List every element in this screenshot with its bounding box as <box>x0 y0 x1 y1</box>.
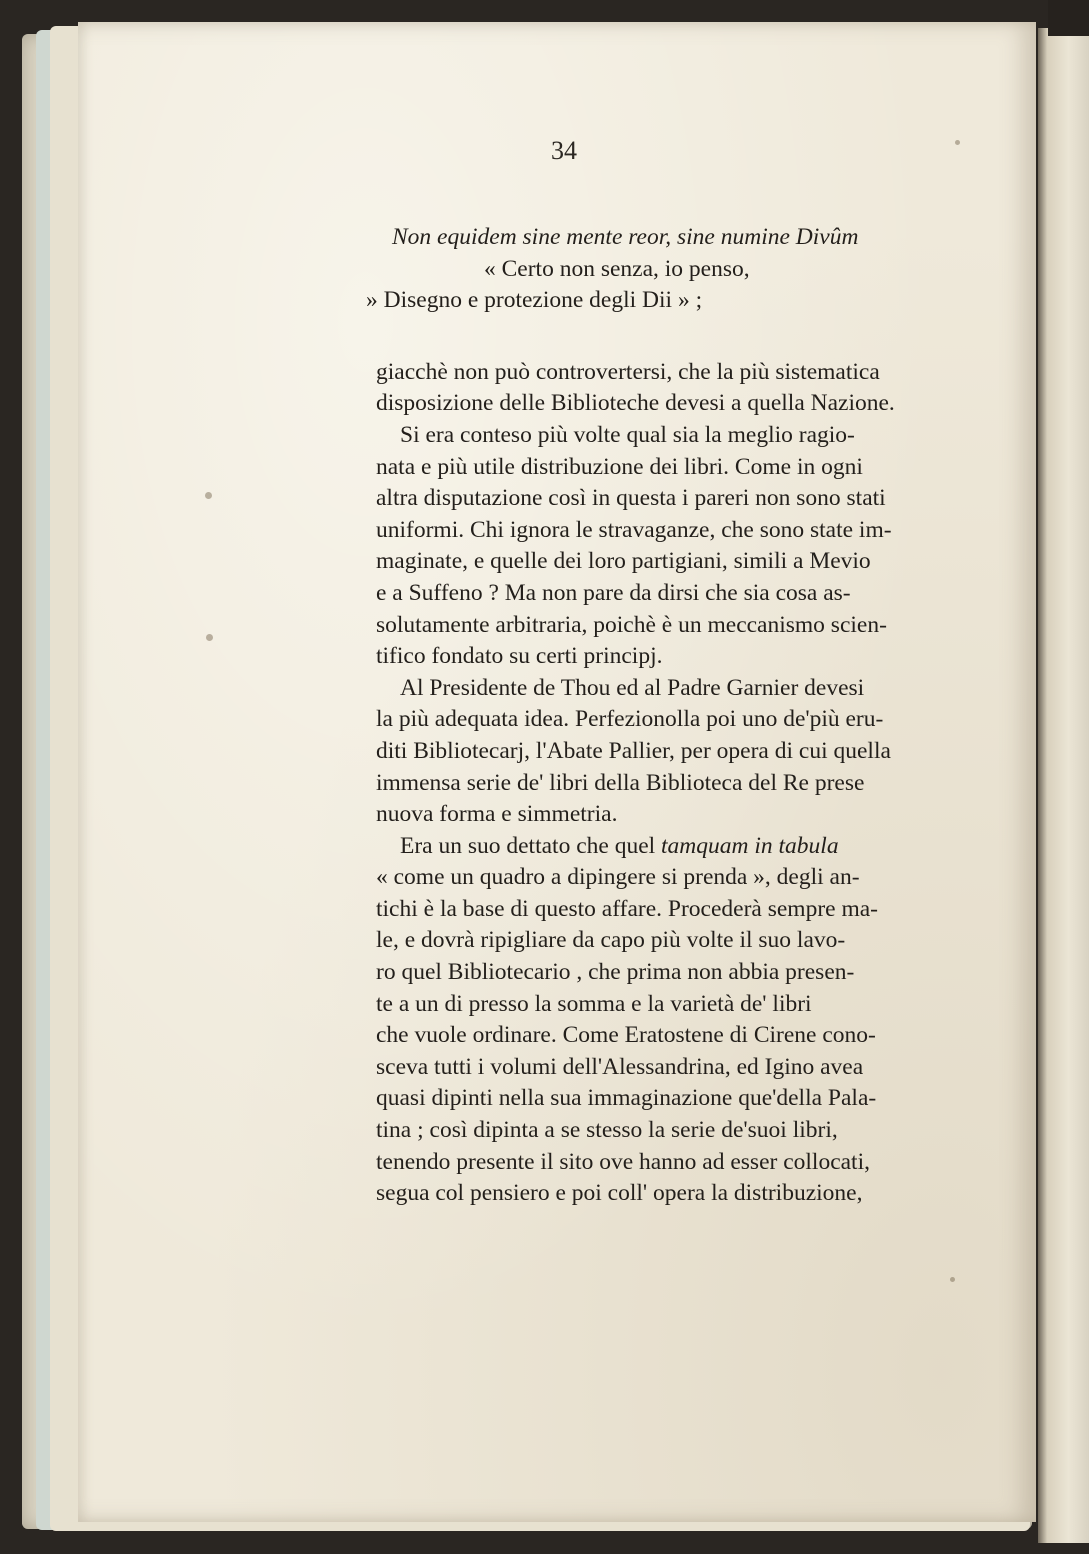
facing-page-edge <box>1038 28 1089 1543</box>
text-line: diti Bibliotecarj, l'Abate Pallier, per opera di cui quella <box>376 737 891 764</box>
text-line: « come un quadro a dipingere si prenda », degli an- <box>376 864 860 891</box>
text-line: uniformi. Chi ignora le stravaganze, che sono state im- <box>376 516 892 543</box>
text-line: altra disputazione così in questa i pareri non sono stati <box>376 485 886 512</box>
verse-italian-1: « Certo non senza, io penso, <box>484 255 750 282</box>
text-line: quasi dipinti nella sua immaginazione que'della Pala- <box>376 1085 877 1112</box>
verse-latin: Non equidem sine mente reor, sine numine Divûm <box>392 224 859 250</box>
paper-speck <box>950 1277 955 1282</box>
text-line: giacchè non può controvertersi, che la più sistematica <box>376 358 880 385</box>
text-line: Al Presidente de Thou ed al Padre Garnier devesi <box>400 674 865 701</box>
text-line: te a un di presso la somma e la varietà de' libri <box>376 990 812 1017</box>
text-line: disposizione delle Biblioteche devesi a quella Nazione. <box>376 390 895 417</box>
text-line: Si era conteso più volte qual sia la meglio ragio- <box>400 421 855 448</box>
text-line: segua col pensiero e poi coll' opera la distribuzione, <box>376 1180 863 1207</box>
text-fragment: Era un suo dettato che quel <box>400 832 656 859</box>
text-line: nata e più utile distribuzione dei libri. Come in ogni <box>376 453 863 480</box>
text-line: nuova forma e simmetria. <box>376 801 618 828</box>
text-line: tenendo presente il sito ove hanno ad esser collocati, <box>376 1148 870 1175</box>
text-line: la più adequata idea. Perfezionolla poi uno de'più eru- <box>376 706 884 733</box>
text-line: solutamente arbitraria, poichè è un meccanismo scien- <box>376 611 887 638</box>
text-line: tina ; così dipinta a se stesso la serie de'suoi libri, <box>376 1117 838 1144</box>
text-line: tifico fondato su certi principj. <box>376 643 663 670</box>
background-strip <box>1048 0 1089 36</box>
verse-spacer <box>376 317 942 357</box>
text-line: che vuole ordinare. Come Eratostene di Cirene cono- <box>376 1022 876 1049</box>
italic-phrase: tamquam in tabula <box>661 832 839 859</box>
body-text <box>366 222 942 1210</box>
text-line-with-italic <box>376 831 942 863</box>
text-line: ro quel Bibliotecario , che prima non abbia presen- <box>376 959 855 986</box>
text-line: e a Suffeno ? Ma non pare da dirsi che sia cosa as- <box>376 579 851 606</box>
paper-speck <box>206 634 213 641</box>
verse-italian-2: » Disegno e protezione degli Dii » ; <box>366 287 703 314</box>
text-line: sceva tutti i volumi dell'Alessandrina, ed Igino avea <box>376 1053 864 1080</box>
text-line: immensa serie de' libri della Biblioteca del Re prese <box>376 769 865 796</box>
page-number: 34 <box>551 136 577 165</box>
paper-speck <box>205 492 212 499</box>
text-line: tichi è la base di questo affare. Procederà sempre ma- <box>376 895 878 922</box>
text-line: le, e dovrà ripigliare da capo più volte il suo lavo- <box>376 927 846 954</box>
text-line: maginate, e quelle dei loro partigiani, simili a Mevio <box>376 548 871 575</box>
